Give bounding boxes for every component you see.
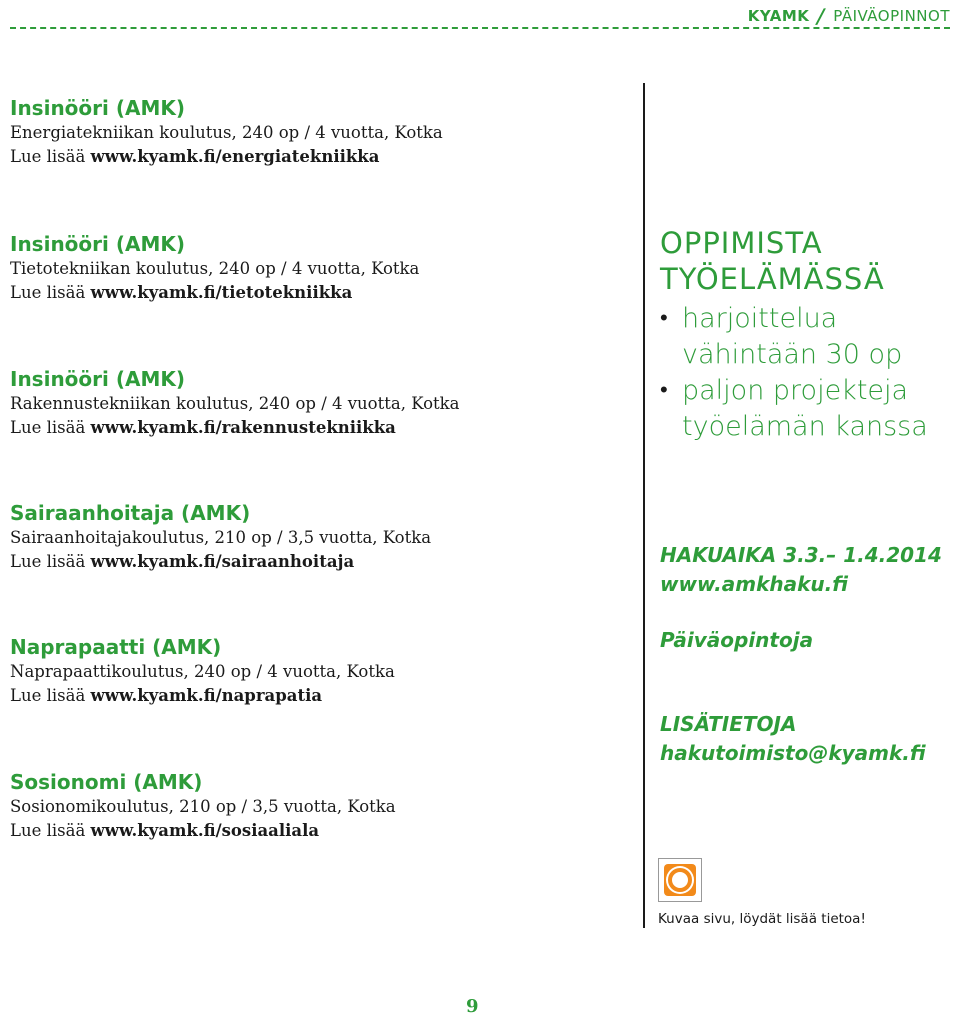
promo-bullets — [660, 301, 950, 445]
lisatietoja-label: LISÄTIETOJA — [660, 712, 797, 736]
read-more-label: Lue lisää — [10, 552, 86, 571]
promo-bullet-projekteja — [660, 373, 950, 445]
promo-title-line1: OPPIMISTA — [660, 226, 823, 260]
program-tietotekniikka — [10, 231, 630, 305]
brand-label: KYAMK — [747, 7, 810, 25]
program-energiatekniikka — [10, 95, 630, 169]
program-title: Insinööri (AMK) — [10, 232, 185, 256]
scan-icon-dot — [668, 868, 692, 892]
read-more-label: Lue lisää — [10, 283, 86, 302]
program-link[interactable]: www.kyamk.fi/sosiaaliala — [90, 821, 320, 840]
program-description: Energiatekniikan koulutus, 240 op / 4 vuotta, Kotka — [10, 123, 443, 142]
contact-email[interactable]: hakutoimisto@kyamk.fi — [660, 741, 926, 765]
program-more — [10, 684, 630, 708]
program-sosiaaliala — [10, 769, 630, 843]
program-title: Sosionomi (AMK) — [10, 770, 203, 794]
read-more-label: Lue lisää — [10, 418, 86, 437]
bullet-text: harjoittelua — [682, 303, 838, 334]
page-number: 9 — [466, 996, 479, 1017]
program-link[interactable]: www.kyamk.fi/sairaanhoitaja — [90, 552, 355, 571]
program-more — [10, 416, 630, 440]
promo-bullet-harjoittelua — [660, 301, 950, 373]
program-link[interactable]: www.kyamk.fi/tietotekniikka — [90, 283, 353, 302]
scan-caption: Kuvaa sivu, löydät lisää tietoa! — [658, 911, 866, 927]
column-divider — [643, 83, 645, 928]
program-title: Sairaanhoitaja (AMK) — [10, 501, 251, 525]
bullet-text: työelämän kanssa — [682, 411, 928, 442]
promo-title-line2: TYÖELÄMÄSSÄ — [660, 262, 885, 296]
program-sairaanhoitaja — [10, 500, 630, 574]
program-description: Sairaanhoitajakoulutus, 210 op / 3,5 vuotta, Kotka — [10, 528, 432, 547]
scan-icon[interactable] — [658, 858, 702, 902]
header-divider — [10, 27, 950, 29]
bullet-text: paljon projekteja — [682, 375, 909, 406]
section-label: PÄIVÄOPINNOT — [833, 7, 950, 25]
program-link[interactable]: www.kyamk.fi/naprapatia — [90, 686, 323, 705]
scan-icon-inner — [664, 864, 696, 896]
program-title: Insinööri (AMK) — [10, 367, 185, 391]
program-description: Rakennustekniikan koulutus, 240 op / 4 vuotta, Kotka — [10, 394, 460, 413]
program-description: Sosionomikoulutus, 210 op / 3,5 vuotta, Kotka — [10, 797, 396, 816]
program-title: Naprapaatti (AMK) — [10, 635, 222, 659]
application-period: HAKUAIKA 3.3.– 1.4.2014 — [660, 543, 942, 567]
page-header — [748, 4, 950, 28]
program-more — [10, 819, 630, 843]
program-link[interactable]: www.kyamk.fi/energiatekniikka — [90, 147, 380, 166]
program-title: Insinööri (AMK) — [10, 96, 185, 120]
program-more — [10, 550, 630, 574]
program-rakennustekniikka — [10, 366, 630, 440]
read-more-label: Lue lisää — [10, 821, 86, 840]
program-description: Naprapaattikoulutus, 240 op / 4 vuotta, Kotka — [10, 662, 395, 681]
program-more — [10, 281, 630, 305]
read-more-label: Lue lisää — [10, 686, 86, 705]
program-more — [10, 145, 630, 169]
bullet-text: vähintään 30 op — [682, 339, 903, 370]
paivaopintoja-label: Päiväopintoja — [660, 628, 814, 652]
program-link[interactable]: www.kyamk.fi/rakennustekniikka — [90, 418, 396, 437]
promo-block — [660, 225, 950, 445]
amkhaku-link[interactable]: www.amkhaku.fi — [660, 572, 848, 596]
program-naprapatia — [10, 634, 630, 708]
header-slash: / — [814, 4, 828, 28]
program-description: Tietotekniikan koulutus, 240 op / 4 vuotta, Kotka — [10, 259, 420, 278]
read-more-label: Lue lisää — [10, 147, 86, 166]
